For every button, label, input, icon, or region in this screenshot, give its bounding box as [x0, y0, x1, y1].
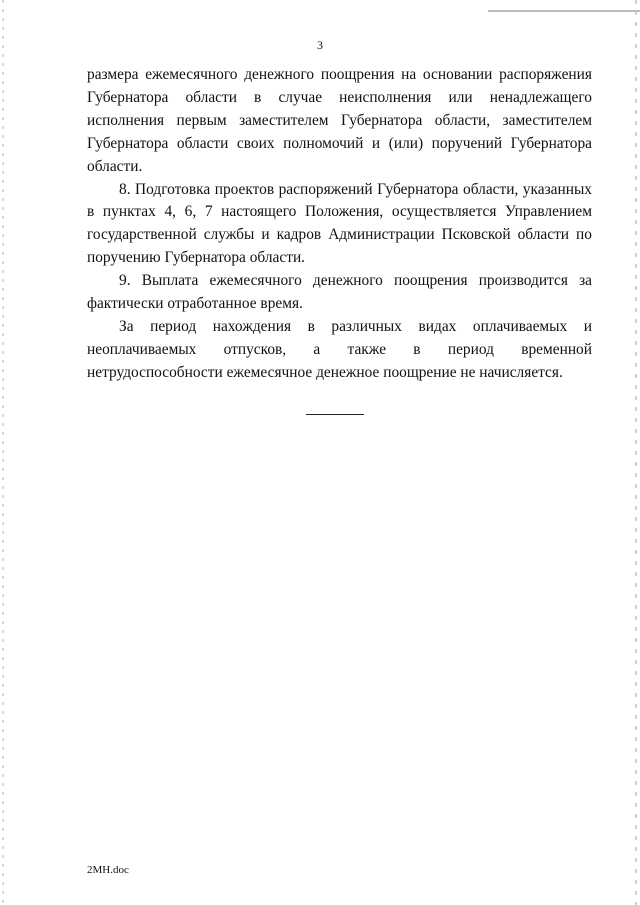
scan-edge-left: [2, 0, 4, 905]
scan-edge-right: [635, 0, 637, 905]
paragraph-item-9: 9. Выплата ежемесячного денежного поощрения производится за фактически отработанное время.: [87, 272, 592, 313]
closing-rule: [306, 414, 364, 415]
document-body: [87, 64, 592, 385]
paragraph-continuation: размера ежемесячного денежного поощрения на основании распоряжения Губернатора области в случае неисполнения или ненадлежащего исполнения первым заместителем Губернатора области, заместителем Губернатора области своих полномочий и (или) поручений Губернатора области.: [87, 66, 592, 175]
paragraph-vacation-clause-part-2: нетрудоспособности ежемесячное денежное поощрение не начисляется.: [87, 363, 563, 381]
scan-edge-top: [488, 10, 640, 12]
page-number: 3: [317, 38, 323, 52]
paragraph-item-8: 8. Подготовка проектов распоряжений Губернатора области, указанных в пунктах 4, 6, 7 настоящего Положения, осуществляется Управлением государственной службы и кадров Администрации Псковской области по поручению Губернатора области.: [87, 180, 592, 267]
paragraph-vacation-clause-part-1: За период нахождения в различных видах оплачиваемых и неоплачиваемых отпусков, а также в период временной: [87, 317, 592, 358]
footer-filename: 2MH.doc: [87, 864, 129, 876]
